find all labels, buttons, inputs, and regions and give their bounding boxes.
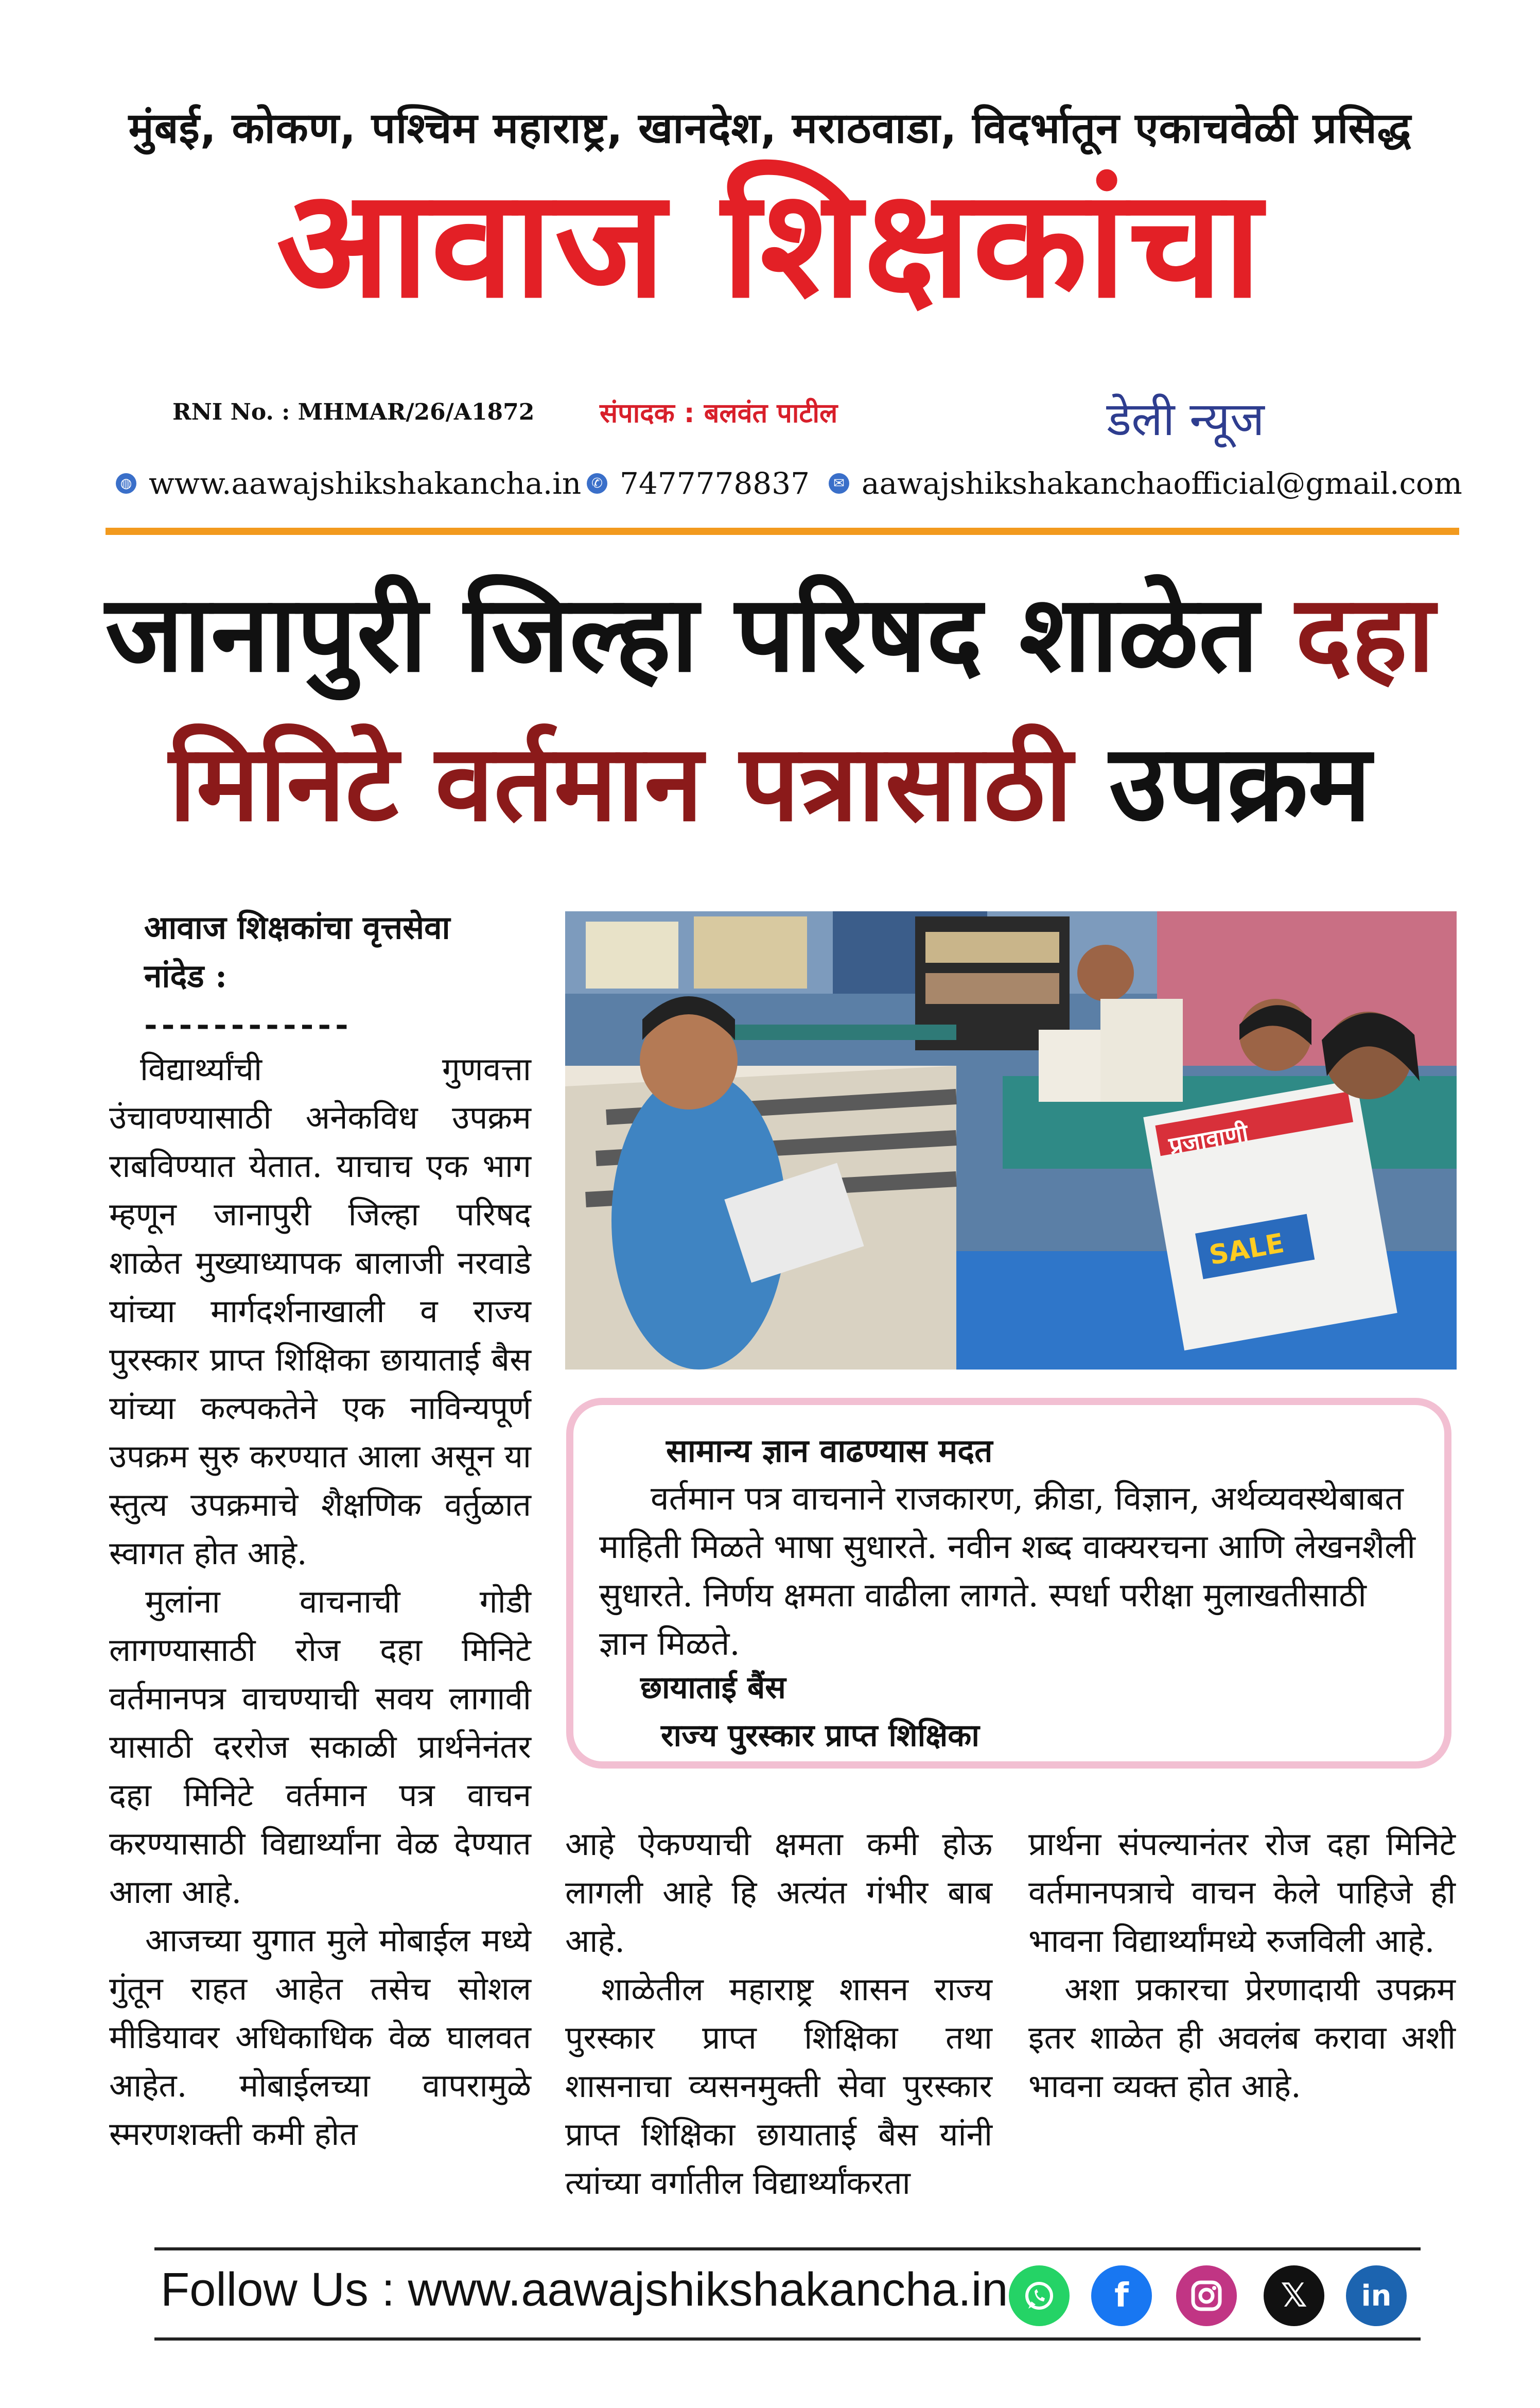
highlight-title: सामान्य ज्ञान वाढण्यास मदत — [666, 1432, 993, 1469]
news-place: नांदेड : — [144, 957, 227, 995]
article-paragraph: मुलांना वाचनाची गोडी लागण्यासाठी रोज दहा मिनिटे वर्तमानपत्र वाचण्याची सवय लागावी यासाठी दररोज सकाळी प्रार्थनेनंतर दहा मिनिटे वर्तमान पत्र वाचन करण्यासाठी विद्यार्थ्यांना वेळ देण्यात आला आहे. — [109, 1583, 531, 1911]
highlight-author-title: राज्य पुरस्कार प्राप्त शिक्षिका — [661, 1718, 979, 1754]
headline-part: उपक्रम — [1109, 722, 1371, 845]
x-icon[interactable]: 𝕏 — [1264, 2265, 1324, 2326]
globe-icon: ◍ — [116, 473, 136, 494]
tagline: मुंबई, कोकण, पश्चिम महाराष्ट्र, खानदेश, मराठवाडा, विदर्भातून एकाचवेळी प्रसिद्ध — [128, 104, 1412, 153]
headline-line-1 — [0, 573, 1540, 696]
footer-divider-top — [154, 2247, 1421, 2250]
email-contact[interactable] — [829, 466, 1462, 501]
article-paragraph: प्रार्थना संपल्यानंतर रोज दहा मिनिटे वर्तमानपत्राचे वाचन केले पाहिजे ही भावना विद्यार्थ्यांमध्ये रुजविली आहे. — [1028, 1825, 1456, 1960]
article-column-2 — [565, 1820, 992, 2207]
instagram-icon[interactable] — [1176, 2265, 1237, 2326]
editor-name: संपादक : बलवंत पाटील — [600, 398, 838, 429]
whatsapp-icon[interactable] — [1009, 2265, 1070, 2326]
headline-part: जानापुरी जिल्हा परिषद शाळेत — [105, 573, 1259, 696]
classroom-reading-illustration — [565, 911, 1457, 1370]
headline-part: दहा — [1295, 573, 1435, 696]
article-paragraph: आहे ऐकण्याची क्षमता कमी होऊ लागली आहे हि अत्यंत गंभीर बाब आहे. — [565, 1825, 992, 1960]
masthead-title: आवाज शिक्षकांचा — [276, 158, 1264, 331]
dateline-dashes: ------------ — [144, 1006, 353, 1043]
article-paragraph: आजच्या युगात मुले मोबाईल मध्ये गुंतून राहत आहेत तसेच सोशल मीडियावर अधिकाधिक वेळ घालवत आहेत. मोबाईलच्या वापरामुळे स्मरणशक्ती कमी होत — [109, 1921, 531, 2153]
facebook-icon[interactable]: f — [1091, 2265, 1152, 2326]
highlight-author: छायाताई बैंस — [640, 1670, 786, 1706]
edition-label: डेली न्यूज — [1107, 392, 1265, 446]
newspaper-masthead: प्रजावाणी — [1167, 1118, 1250, 1160]
phone-text[interactable]: 7477778837 — [620, 466, 810, 501]
phone-contact[interactable] — [587, 466, 810, 501]
highlight-box — [566, 1398, 1451, 1769]
linkedin-icon[interactable]: in — [1346, 2265, 1407, 2326]
rni-number: RNI No. : MHMAR/26/A1872 — [172, 399, 535, 425]
follow-us-text[interactable]: Follow Us : www.aawajshikshakancha.in — [161, 2263, 1008, 2316]
article-paragraph: अशा प्रकारचा प्रेरणादायी उपक्रम इतर शाळेत ही अवलंब करावा अशी भावना व्यक्त होत आहे. — [1028, 1970, 1456, 2105]
article-photo — [565, 911, 1457, 1370]
highlight-body: वर्तमान पत्र वाचनाने राजकारण, क्रीडा, विज्ञान, अर्थव्यवस्थेबाबत माहिती मिळते भाषा सुधारते. नवीन शब्द वाक्यरचना आणि लेखनशैली सुधारते. निर्णय क्षमता वाढीला लागते. स्पर्धा परीक्षा मुलाखतीसाठी ज्ञान मिळते. — [599, 1480, 1415, 1663]
footer-divider-bottom — [154, 2337, 1421, 2341]
article-paragraph: शाळेतील महाराष्ट्र शासन राज्य पुरस्कार प्राप्त शिक्षिका तथा शासनाचा व्यसनमुक्ती सेवा पुरस्कार प्राप्त शिक्षिका छायाताई बैस यांनी त्यांच्या वर्गातील विद्यार्थ्यांकरता — [565, 1970, 992, 2202]
article-paragraph: विद्यार्थ्यांची गुणवत्ता उंचावण्यासाठी अनेकविध उपक्रम राबविण्यात येतात. याचाच एक भाग म्हणून जानापुरी जिल्हा परिषद शाळेत मुख्याध्यापक बालाजी नरवाडे यांच्या मार्गदर्शनाखाली व राज्य पुरस्कार प्राप्त शिक्षिका छायाताई बैस यांच्या कल्पकतेने एक नाविन्यपूर्ण उपक्रम सुरु करण्यात आला असून या स्तुत्य उपक्रमाचे शैक्षणिक वर्तुळात स्वागत होत आहे. — [109, 1050, 531, 1572]
phone-icon: ✆ — [587, 473, 607, 494]
newspaper-sale-text: SALE — [1206, 1227, 1287, 1272]
header-divider — [106, 528, 1459, 535]
website-contact[interactable] — [116, 466, 581, 501]
dateline — [144, 904, 450, 1049]
article-column-3 — [1028, 1820, 1456, 2110]
headline-line-2 — [0, 722, 1540, 845]
email-text[interactable]: aawajshikshakanchaofficial@gmail.com — [862, 466, 1462, 501]
email-icon: ✉ — [829, 473, 849, 494]
news-source: आवाज शिक्षकांचा वृत्तसेवा — [144, 909, 450, 946]
website-text[interactable]: www.aawajshikshakancha.in — [149, 466, 582, 501]
headline-part: मिनिटे वर्तमान पत्रासाठी — [169, 722, 1073, 845]
article-column-1 — [109, 1045, 531, 2158]
